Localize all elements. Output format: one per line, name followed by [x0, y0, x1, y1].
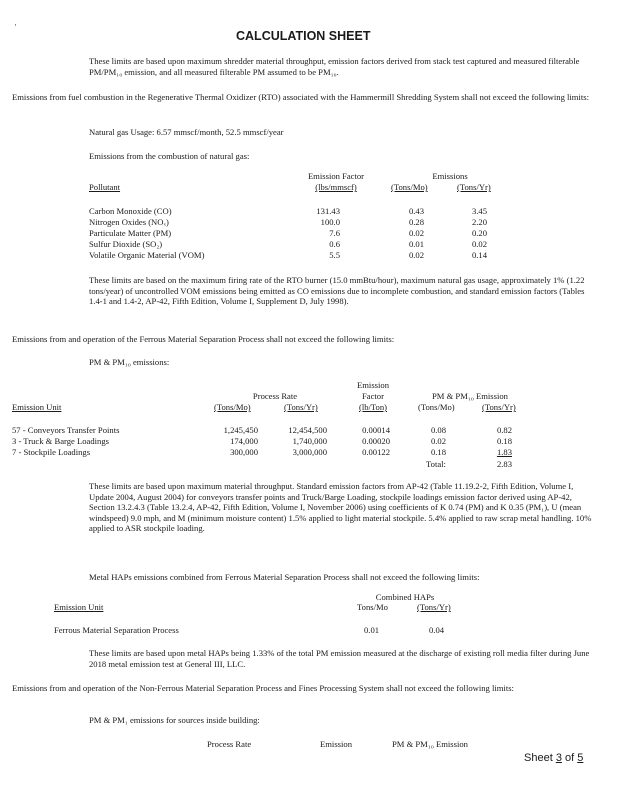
tons-yr-cell: 0.02: [471, 239, 487, 249]
ef-unit-header: (lb/Ton): [358, 402, 388, 412]
ef-top-header: Emission: [357, 380, 389, 390]
pm-yr-cell: 1.83: [496, 447, 512, 457]
ef-cell: 7.6: [329, 228, 340, 238]
rate-yr-cell: 1,740,000: [292, 436, 327, 446]
tons-yr-cell: 0.04: [429, 625, 445, 635]
pollutant-cell: Carbon Monoxide (CO): [89, 206, 172, 216]
pollutant-header: Pollutant: [89, 182, 121, 192]
metal-hap-paragraph: Metal HAPs emissions combined from Ferrous Material Separation Process shall not exceed the following limits:: [89, 572, 480, 582]
tons-yr-header: (Tons/Yr): [457, 182, 491, 192]
ef-cell: 0.00122: [362, 447, 390, 457]
tons-mo-cell: 0.02: [408, 250, 424, 260]
tons-mo-cell: 0.43: [408, 206, 424, 216]
ef-unit: (lbs/mmscf): [315, 182, 357, 192]
intro-paragraph: These limits are based upon maximum shredder material throughput, emission factors derived from stack test captured and measured filterable PM/PM₁₀ emission, and all measured filterable PM assumed to be PM₁₀.: [89, 56, 580, 77]
ef-cell: 5.5: [329, 250, 340, 260]
pm-emissions-heading: PM & PM₁₀ emissions:: [89, 357, 170, 367]
pollutant-cell: Sulfur Dioxide (SO₂): [89, 239, 163, 249]
pm-mo-header: (Tons/Mo): [418, 402, 455, 412]
pm-mo-cell: 0.02: [430, 436, 446, 446]
tons-yr-header: (Tons/Yr): [417, 602, 451, 612]
ef-cell: 0.6: [329, 239, 340, 249]
page-title: CALCULATION SHEET: [236, 29, 371, 43]
sheet-number: [524, 753, 583, 764]
emission-unit-header: Emission Unit: [12, 402, 62, 412]
tons-yr-cell: 0.14: [471, 250, 487, 260]
tons-mo-header: (Tons/Mo): [391, 182, 428, 192]
unit-cell: 3 - Truck & Barge Loadings: [12, 436, 109, 446]
gas-usage: Natural gas Usage: 6.57 mmscf/month, 52.5 mmscf/year: [89, 127, 284, 137]
tons-yr-cell: 2.20: [471, 217, 487, 227]
rate-mo-cell: 300,000: [230, 447, 258, 457]
emissions-header: Emissions: [432, 171, 468, 181]
emission-unit-header: Emission Unit: [54, 602, 104, 612]
tons-mo-cell: 0.01: [364, 625, 380, 635]
pm-mo-cell: 0.08: [430, 425, 446, 435]
rate-yr-cell: 3,000,000: [292, 447, 327, 457]
corner-mark: ·: [14, 20, 17, 30]
tons-yr-cell: 3.45: [471, 206, 487, 216]
rate-yr-header: (Tons/Yr): [284, 402, 318, 412]
tons-mo-cell: 0.28: [408, 217, 424, 227]
rto-basis-paragraph: These limits are based on the maximum firing rate of the RTO burner (15.0 mmBtu/hour), maximum natural gas usage, approximately 1% (1.22 tons/year) of uncontrolled VOM emissions being emitted as CO emissions due to incomplete combustion, and standard emission factors (Tables 1.4-1 and 1.4-2, AP-42, Fifth Edition, Volume I, Supplement D, July 1998).: [89, 275, 585, 307]
ef-cell: 0.00020: [362, 436, 390, 446]
tons-mo-cell: 0.02: [408, 228, 424, 238]
pm-yr-header: (Tons/Yr): [482, 402, 516, 412]
sheet-of: of: [561, 752, 578, 764]
total-label: Total:: [426, 459, 446, 469]
sheet-total: 5: [577, 752, 584, 764]
rate-mo-header: (Tons/Mo): [214, 402, 251, 412]
rate-yr-cell: 12,454,500: [288, 425, 327, 435]
pm-mo-cell: 0.18: [430, 447, 446, 457]
unit-cell: 57 - Conveyors Transfer Points: [12, 425, 120, 435]
ef-cell: 100.0: [320, 217, 340, 227]
combined-haps-header: Combined HAPs: [375, 592, 435, 602]
gas-emissions-heading: Emissions from the combustion of natural gas:: [89, 151, 250, 161]
rate-mo-cell: 1,245,450: [223, 425, 258, 435]
pm-inside-heading: PM & PM₁ emissions for sources inside building:: [89, 715, 260, 725]
pollutant-cell: Nitrogen Oxides (NOₓ): [89, 217, 169, 227]
tons-mo-cell: 0.01: [408, 239, 424, 249]
ferrous-paragraph: Emissions from and operation of the Ferrous Material Separation Process shall not exceed the following limits:: [12, 334, 395, 344]
pm-yr-cell: 0.82: [496, 425, 512, 435]
ef-mid-header: Factor: [362, 391, 384, 401]
unit-cell: Ferrous Material Separation Process: [54, 625, 179, 635]
tons-mo-header: Tons/Mo: [357, 602, 388, 612]
tons-yr-cell: 0.20: [471, 228, 487, 238]
pm-emission-header: PM & PM₁₀ Emission: [432, 391, 508, 401]
pm-yr-cell: 0.18: [496, 436, 512, 446]
nonferrous-paragraph: Emissions from and operation of the Non-Ferrous Material Separation Process and Fines Processing System shall not exceed the following limits:: [12, 683, 514, 693]
ef-cell: 131.43: [316, 206, 340, 216]
sheet-current: 3: [555, 752, 562, 764]
total-value: 2.83: [496, 459, 512, 469]
unit-cell: 7 - Stockpile Loadings: [12, 447, 91, 457]
rate-mo-cell: 174,000: [230, 436, 258, 446]
ef-cell: 0.00014: [362, 425, 390, 435]
emission-header: Emission: [320, 739, 352, 749]
ferrous-basis-paragraph: These limits are based upon maximum material throughput. Standard emission factors from AP-42 (Table 11.19.2-2, Fifth Edition, Volume I, Update 2004, August 2004) for conveyors transfer points and Truck/Barge Loading, stockpile loadings emission factor derived using AP-42, Section 13.2.4.3 (Table 13.2.4, AP-42, Fifth Edition, Volume I, November 2006) using coefficients of K 0.74 (PM) and K 0.35 (PM₁), U (mean windspeed) 9.0 mph, and M (minimum moisture content) 1.5% applied to light material stockpile. 5.4% applied to raw scrap metal handling. 10% applied to ASR stockpile loading.: [89, 481, 592, 534]
rto-paragraph: Emissions from fuel combustion in the Regenerative Thermal Oxidizer (RTO) associated with the Hammermill Shredding System shall not exceed the following limits:: [12, 92, 589, 102]
pollutant-cell: Volatile Organic Material (VOM): [89, 250, 205, 260]
pm-emission-header: PM & PM₁₀ Emission: [392, 739, 468, 749]
process-rate-header: Process Rate: [207, 739, 252, 749]
process-rate-header: Process Rate: [252, 391, 298, 401]
sheet-prefix: Sheet: [524, 752, 556, 764]
pollutant-cell: Particulate Matter (PM): [89, 228, 172, 238]
ef-header: Emission Factor: [307, 171, 365, 181]
hap-basis-paragraph: These limits are based upon metal HAPs being 1.33% of the total PM emission measured at the discharge of existing roll media filter during June 2018 metal emission test at General III, LLC.: [89, 648, 590, 669]
